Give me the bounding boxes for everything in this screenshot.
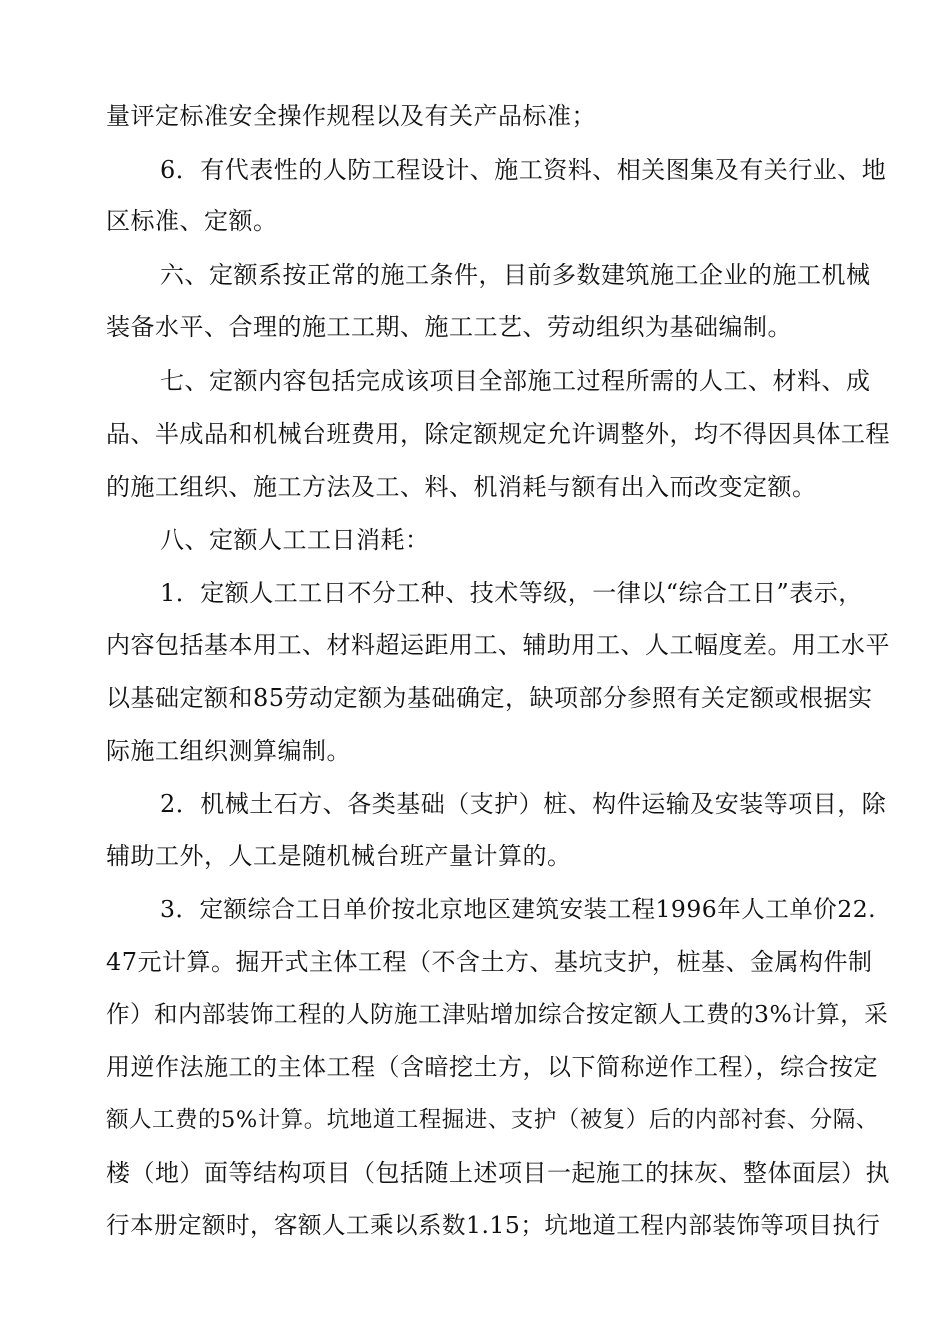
text-line: 6．有代表性的人防工程设计、施工资料、相关图集及有关行业、地 bbox=[160, 156, 887, 184]
text-line: 2．机械土石方、各类基础（支护）桩、构件运输及安装等项目，除 bbox=[160, 790, 887, 818]
text-line: 以基础定额和85劳动定额为基础确定，缺项部分参照有关定额或根据实 bbox=[106, 684, 873, 712]
text-line: 内容包括基本用工、材料超运距用工、辅助用工、人工幅度差。用工水平 bbox=[106, 631, 890, 659]
text-line: 额人工费的5%计算。坑地道工程掘进、支护（被复）后的内部衬套、分隔、 bbox=[106, 1107, 879, 1133]
text-line: 辅助工外，人工是随机械台班产量计算的。 bbox=[106, 842, 572, 870]
text-line: 行本册定额时，客额人工乘以系数1.15；坑地道工程内部装饰等项目执行 bbox=[106, 1211, 881, 1239]
text-line: 装备水平、合理的施工工期、施工工艺、劳动组织为基础编制。 bbox=[106, 313, 792, 341]
text-line: 七、定额内容包括完成该项目全部施工过程所需的人工、材料、成 bbox=[160, 367, 871, 395]
text-line: 区标准、定额。 bbox=[106, 207, 278, 235]
text-line: 1．定额人工工日不分工种、技术等级，一律以“综合工日”表示， bbox=[160, 579, 863, 607]
text-line: 量评定标准安全操作规程以及有关产品标准； bbox=[106, 102, 596, 130]
text-line: 六、定额系按正常的施工条件，目前多数建筑施工企业的施工机械 bbox=[160, 261, 871, 289]
text-line: 际施工组织测算编制。 bbox=[106, 737, 351, 765]
text-line: 47元计算。掘开式主体工程（不含土方、基坑支护，桩基、金属构件制 bbox=[106, 948, 873, 976]
text-line: 的施工组织、施工方法及工、料、机消耗与额有出入而改变定额。 bbox=[106, 473, 817, 501]
text-line: 3．定额综合工日单价按北京地区建筑安装工程1996年人工单价22. bbox=[160, 895, 877, 923]
text-line: 八、定额人工工日消耗： bbox=[160, 526, 430, 554]
text-line: 楼（地）面等结构项目（包括随上述项目一起施工的抹灰、整体面层）执 bbox=[106, 1159, 890, 1187]
text-line: 用逆作法施工的主体工程（含暗挖土方，以下简称逆作工程），综合按定 bbox=[106, 1053, 878, 1081]
text-line: 品、半成品和机械台班费用，除定额规定允许调整外，均不得因具体工程 bbox=[106, 420, 890, 448]
text-line: 作）和内部装饰工程的人防施工津贴增加综合按定额人工费的3%计算，采 bbox=[106, 1000, 889, 1028]
